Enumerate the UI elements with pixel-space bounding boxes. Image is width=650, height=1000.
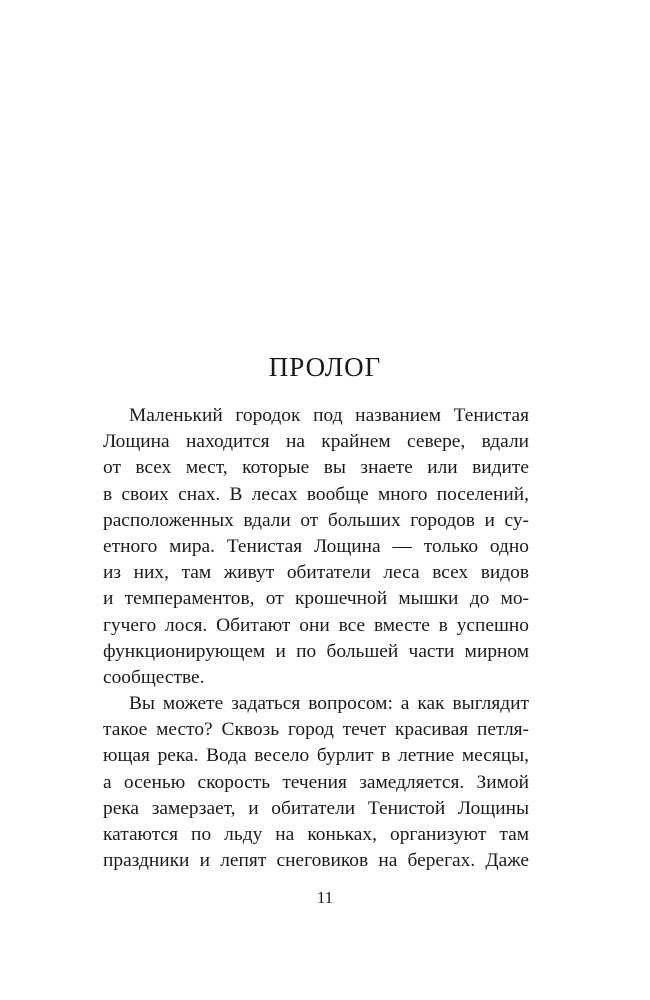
- text-line: ющая река. Вода весело бурлит в летние месяцы,: [103, 745, 529, 767]
- text-line: из них, там живут обитатели леса всех видов: [103, 562, 529, 584]
- text-line: функционирующем и по большей части мирном: [103, 640, 529, 662]
- text-line: а осенью скорость течения замедляется. Зимой: [103, 771, 529, 793]
- text-line: сообществе.: [103, 666, 205, 688]
- text-line: Маленький городок под названием Тенистая: [129, 405, 529, 426]
- body-text: [103, 403, 529, 874]
- chapter-title: ПРОЛОГ: [268, 352, 382, 382]
- text-line: от всех мест, которые вы знаете или видите: [103, 457, 529, 479]
- text-line: река замерзает, и обитатели Тенистой Лощины: [103, 797, 529, 819]
- text-line: в своих снах. В лесах вообще много поселений,: [103, 483, 529, 505]
- text-line: и темпераментов, от крошечной мышки до мо-: [103, 588, 529, 610]
- text-line: Вы можете задаться вопросом: а как выглядит: [129, 693, 529, 715]
- paragraph-1: [103, 403, 529, 691]
- text-line: такое место? Сквозь город течет красивая петля-: [103, 719, 529, 741]
- page-number: 11: [316, 888, 334, 907]
- text-line: етного мира. Тенистая Лощина — только одно: [103, 535, 529, 557]
- text-line: гучего лося. Обитают они все вместе в успешно: [103, 614, 529, 636]
- text-line: Лощина находится на крайнем севере, вдали: [103, 431, 529, 453]
- text-line: расположенных вдали от больших городов и су-: [103, 509, 529, 531]
- text-line: праздники и лепят снеговиков на берегах. Даже: [103, 850, 529, 872]
- paragraph-2: [103, 691, 529, 874]
- text-line: катаются по льду на коньках, организуют там: [103, 824, 529, 845]
